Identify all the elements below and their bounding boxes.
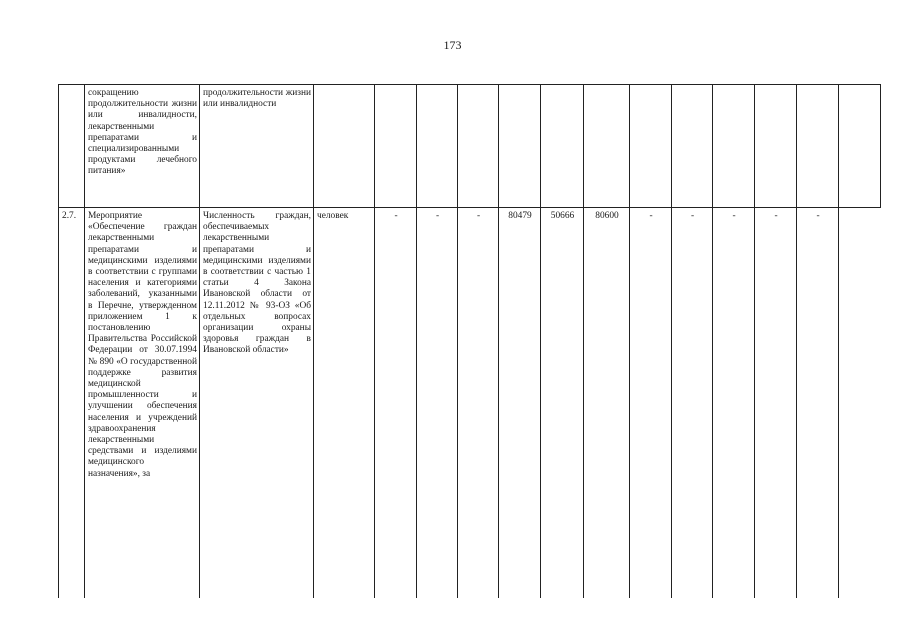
cell-measure: Мероприятие «Обеспечение граждан лекарственными препаратами и медицинскими изделиями в соответствии с группами населения и категориями заболеваний, указанными в Перечне, утвержденном приложением 1 к постановлению Правительства Российской Федерации от 30.07.1994 № 890 «О государственной поддержке развития медицинской промышленности и улучшении обеспечения населения и учреждений здравоохранения лекарственными средствами и изделиями медицинского назначения», за — [85, 208, 200, 599]
cell-measure-continued: сокращению продолжительности жизни или инвалидности, лекарственными препаратами и специализированными продуктами лечебного питания» — [85, 85, 200, 208]
table-row-2-7 — [59, 208, 881, 599]
cell-empty — [375, 85, 417, 208]
cell-value: 80600 — [584, 208, 630, 599]
cell-indicator: Численность граждан, обеспечиваемых лекарственными препаратами и медицинскими изделиями в соответствии с частью 1 статьи 4 Закона Ивановской области от 12.11.2012 № 93-ОЗ «Об отдельных вопросах организации охраны здоровья граждан в Ивановской области» — [200, 208, 314, 599]
cell-indicator-continued: продолжительности жизни или инвалидности — [200, 85, 314, 208]
cell-value: - — [713, 208, 755, 599]
cell-value: 80479 — [499, 208, 541, 599]
indicators-table — [58, 84, 881, 598]
cell-empty — [584, 85, 630, 208]
cell-empty — [458, 85, 499, 208]
cell-value: - — [797, 208, 839, 599]
cell-empty — [839, 85, 881, 208]
cell-value: - — [458, 208, 499, 599]
cell-unit: человек — [314, 208, 375, 599]
cell-empty — [713, 85, 755, 208]
cell-value: - — [630, 208, 672, 599]
table-row-continued — [59, 85, 881, 208]
cell-value: - — [755, 208, 797, 599]
cell-value: 50666 — [541, 208, 584, 599]
cell-empty — [797, 85, 839, 208]
cell-index: 2.7. — [59, 208, 85, 599]
cell-empty — [541, 85, 584, 208]
page-number: 173 — [443, 38, 462, 52]
cell-empty — [499, 85, 541, 208]
cell-empty — [672, 85, 713, 208]
cell-empty — [417, 85, 458, 208]
cell-value: - — [672, 208, 713, 599]
cell-empty — [314, 85, 375, 208]
cell-index-empty — [59, 85, 85, 208]
cell-value: - — [417, 208, 458, 599]
cell-empty — [755, 85, 797, 208]
cell-empty — [630, 85, 672, 208]
cell-value: - — [375, 208, 417, 599]
